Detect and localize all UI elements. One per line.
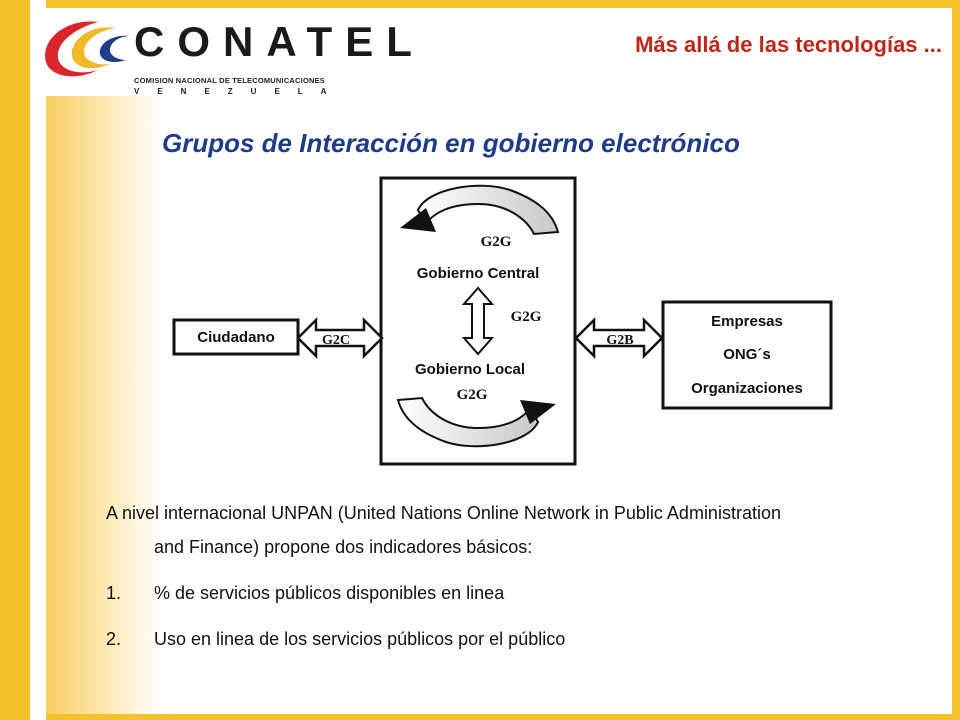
g2g-bottom-label: G2G: [456, 387, 488, 403]
frame-right: [952, 0, 960, 720]
logo-wordmark: CONATEL: [134, 18, 425, 65]
swoosh-logo-icon: [38, 14, 134, 86]
interaction-diagram: [160, 170, 840, 470]
business-label-2: ONG´s: [723, 346, 771, 363]
tagline: Más allá de las tecnologías ...: [635, 32, 942, 57]
g2c-label: G2C: [322, 333, 350, 348]
page-title: Grupos de Interacción en gobierno electrónico: [162, 128, 740, 158]
list-text: Uso en linea de los servicios públicos por el público: [154, 629, 566, 649]
g2g-middle-label: G2G: [510, 309, 542, 325]
list-item: [106, 622, 918, 656]
conatel-logo: [38, 10, 425, 96]
business-label-3: Organizaciones: [691, 380, 803, 397]
gov-central-label: Gobierno Central: [416, 265, 540, 282]
g2g-top-label: G2G: [480, 234, 512, 250]
logo-subtitle: COMISION NACIONAL DE TELECOMUNICACIONES: [134, 76, 326, 85]
left-stripe: [0, 0, 30, 720]
gov-local-label: Gobierno Local: [414, 361, 526, 378]
frame-bottom: [0, 714, 960, 720]
list-number: 2.: [106, 629, 122, 649]
business-label-1: Empresas: [711, 313, 783, 330]
logo-country: VENEZUELA: [134, 87, 345, 96]
list-text: % de servicios públicos disponibles en linea: [154, 583, 505, 603]
list-number: 1.: [106, 583, 122, 603]
left-stripe-gap: [30, 0, 46, 720]
body-text: [106, 496, 918, 656]
intro-line-1: A nivel internacional UNPAN (United Nations Online Network in Public Administration: [106, 503, 781, 523]
list-item: [106, 576, 918, 610]
intro-line-2: and Finance) propone dos indicadores básicos:: [154, 537, 533, 557]
citizen-label: Ciudadano: [197, 329, 275, 346]
g2b-label: G2B: [606, 333, 634, 348]
frame-top: [0, 0, 960, 8]
